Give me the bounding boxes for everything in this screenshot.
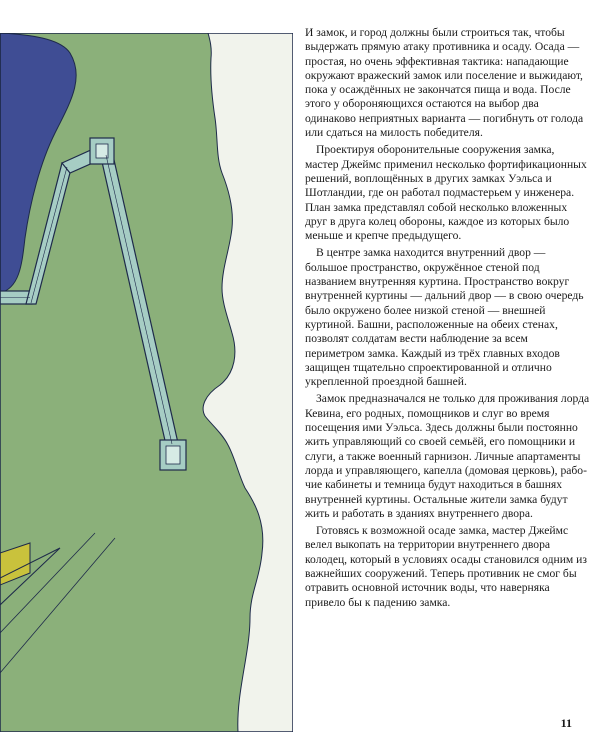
paragraph-well: Готовясь к возможной осаде замка, мастер Джеймс велел выкопать на территории внутреннего двора колодец, который в условиях осады становился одним из важнейших сооружений. Теперь противник не смог бы отравить основной источник воды, что наверняка привело бы к падению замка. [305, 524, 587, 609]
article-text [305, 26, 590, 613]
paragraph-residents: Замок предназначался не только для проживания лорда Кевина, его родных, помощников и слуг во время посещения ими Уэльса. Здесь должны были постоянно жить управляющий со своей семьёй, его помощники и слуги, а также военный гарнизон. Личные апартаменты лорда и управляющего, капелла (домовая церковь), рабочие кабинеты и темница будут находиться в башнях внутренней куртины. Остальные жители замка будут жить и работать в зданиях внутреннего двора. [305, 392, 590, 520]
castle-site-map [0, 33, 293, 732]
paragraph-inner-ward: В центре замка находится внутренний двор — большое пространство, окружённое стеной под названием внутренняя куртина. Пространство вокруг внутренней куртины — дальний двор — в свою очередь было окружено более низкой стеной — внешней куртиной. Башни, расположенные на обеих стенах, позволят солдатам вести наблюдение за всем периметром замка. Каждый из трёх главных входов защищен тщательно спроектированной и отлично укрепленной проездной башней. [305, 246, 584, 389]
page-number: 11 [560, 716, 572, 730]
paragraph-siege: И замок, и город должны были строиться так, чтобы выдержать прямую атаку противника и осаду. Осада — простая, но очень эффективная тактика: нападающие окружают вражеский замок или поселение и выжидают, пока у осаждённых не закончатся пища и вода. После этого у обороняющихся остаются на выбор два одинаково неприятных варианта — погибнуть от голода или сдаться на милость победителя. [305, 26, 584, 140]
paragraph-fortifications: Проектируя оборонительные сооружения замка, мастер Джеймс применил несколько фортификационных решений, воплощённых в других замках Уэльса и Шотландии, где он работал подмастерьем у инженера. План замка представлял собой несколько вложенных друг в друга колец обороны, каждое из которых было меньше и крепче предыдущего. [305, 143, 587, 243]
